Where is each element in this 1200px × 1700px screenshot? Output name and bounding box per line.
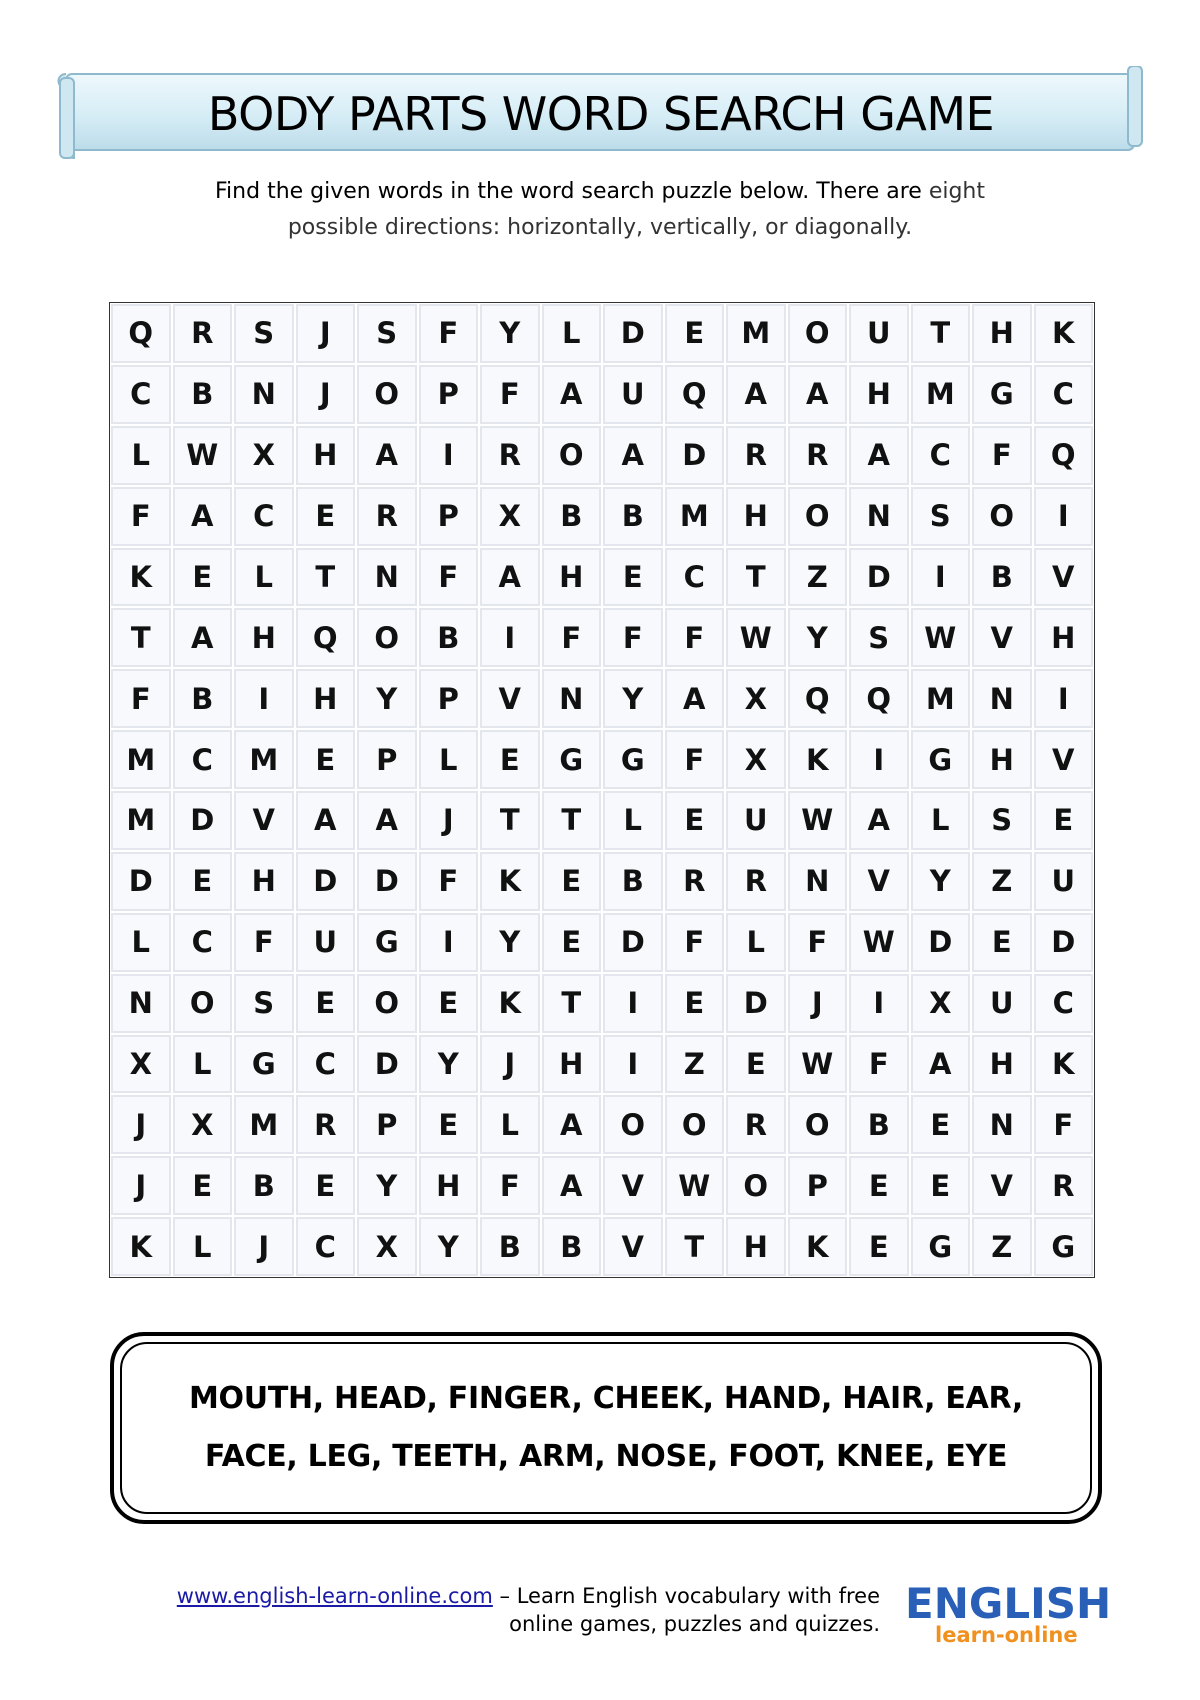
grid-cell: L bbox=[234, 548, 294, 607]
grid-cell: F bbox=[542, 608, 602, 667]
grid-cell: O bbox=[357, 365, 417, 424]
grid-cell: O bbox=[357, 974, 417, 1033]
grid-cell: D bbox=[726, 974, 786, 1033]
grid-cell: H bbox=[234, 608, 294, 667]
grid-cell: C bbox=[296, 1217, 356, 1276]
grid-cell: O bbox=[788, 304, 848, 363]
grid-cell: E bbox=[173, 1156, 233, 1215]
grid-cell: H bbox=[726, 1217, 786, 1276]
grid-cell: D bbox=[665, 426, 725, 485]
grid-cell: Y bbox=[911, 852, 971, 911]
grid-cell: F bbox=[665, 730, 725, 789]
grid-cell: L bbox=[542, 304, 602, 363]
grid-cell: I bbox=[1034, 669, 1094, 728]
grid-cell: M bbox=[234, 1095, 294, 1154]
grid-cell: F bbox=[480, 1156, 540, 1215]
grid-cell: D bbox=[603, 913, 663, 972]
grid-cell: T bbox=[111, 608, 171, 667]
english-learn-online-logo bbox=[905, 1579, 1112, 1650]
grid-cell: M bbox=[234, 730, 294, 789]
grid-cell: E bbox=[542, 852, 602, 911]
grid-cell: F bbox=[234, 913, 294, 972]
grid-cell: D bbox=[296, 852, 356, 911]
grid-cell: T bbox=[911, 304, 971, 363]
grid-cell: S bbox=[357, 304, 417, 363]
grid-cell: V bbox=[234, 791, 294, 850]
grid-cell: J bbox=[480, 1035, 540, 1094]
grid-cell: G bbox=[911, 1217, 971, 1276]
grid-cell: C bbox=[1034, 365, 1094, 424]
grid-cell: C bbox=[296, 1035, 356, 1094]
grid-cell: H bbox=[296, 426, 356, 485]
grid-cell: V bbox=[1034, 730, 1094, 789]
grid-cell: O bbox=[603, 1095, 663, 1154]
footer bbox=[100, 1582, 880, 1638]
grid-cell: K bbox=[111, 548, 171, 607]
grid-cell: H bbox=[972, 304, 1032, 363]
grid-cell: X bbox=[726, 669, 786, 728]
grid-cell: V bbox=[480, 669, 540, 728]
grid-cell: Z bbox=[788, 548, 848, 607]
grid-cell: S bbox=[911, 487, 971, 546]
grid-cell: X bbox=[911, 974, 971, 1033]
grid-cell: R bbox=[665, 852, 725, 911]
grid-cell: A bbox=[665, 669, 725, 728]
grid-cell: R bbox=[480, 426, 540, 485]
grid-cell: J bbox=[111, 1095, 171, 1154]
grid-cell: H bbox=[972, 1035, 1032, 1094]
grid-cell: R bbox=[1034, 1156, 1094, 1215]
grid-cell: H bbox=[849, 365, 909, 424]
grid-cell: A bbox=[173, 608, 233, 667]
grid-cell: N bbox=[972, 669, 1032, 728]
grid-cell: F bbox=[111, 487, 171, 546]
grid-cell: I bbox=[419, 913, 479, 972]
grid-cell: Y bbox=[480, 913, 540, 972]
grid-cell: G bbox=[911, 730, 971, 789]
grid-cell: A bbox=[911, 1035, 971, 1094]
grid-cell: N bbox=[357, 548, 417, 607]
grid-cell: A bbox=[480, 548, 540, 607]
grid-cell: D bbox=[849, 548, 909, 607]
grid-cell: E bbox=[972, 913, 1032, 972]
grid-cell: Y bbox=[788, 608, 848, 667]
logo-main-text: ENGLISH bbox=[905, 1579, 1112, 1628]
grid-cell: E bbox=[419, 974, 479, 1033]
grid-cell: B bbox=[603, 487, 663, 546]
grid-cell: A bbox=[849, 426, 909, 485]
grid-cell: W bbox=[788, 791, 848, 850]
grid-cell: A bbox=[849, 791, 909, 850]
grid-cell: F bbox=[665, 608, 725, 667]
grid-cell: U bbox=[1034, 852, 1094, 911]
grid-cell: A bbox=[726, 365, 786, 424]
grid-cell: B bbox=[480, 1217, 540, 1276]
grid-cell: E bbox=[911, 1156, 971, 1215]
grid-cell: A bbox=[603, 426, 663, 485]
grid-cell: N bbox=[972, 1095, 1032, 1154]
grid-cell: I bbox=[234, 669, 294, 728]
grid-cell: E bbox=[480, 730, 540, 789]
grid-cell: A bbox=[357, 426, 417, 485]
grid-cell: P bbox=[419, 487, 479, 546]
grid-cell: J bbox=[111, 1156, 171, 1215]
grid-cell: H bbox=[419, 1156, 479, 1215]
grid-cell: A bbox=[357, 791, 417, 850]
grid-cell: W bbox=[726, 608, 786, 667]
grid-cell: Z bbox=[972, 1217, 1032, 1276]
word-list-line-1: MOUTH, HEAD, FINGER, CHEEK, HAND, HAIR, EAR, bbox=[189, 1381, 1023, 1416]
grid-cell: M bbox=[911, 669, 971, 728]
grid-cell: D bbox=[173, 791, 233, 850]
grid-cell: L bbox=[603, 791, 663, 850]
grid-cell: B bbox=[173, 669, 233, 728]
grid-cell: F bbox=[972, 426, 1032, 485]
grid-cell: T bbox=[542, 974, 602, 1033]
grid-cell: E bbox=[173, 548, 233, 607]
grid-cell: F bbox=[419, 852, 479, 911]
footer-text-2: online games, puzzles and quizzes. bbox=[509, 1612, 880, 1636]
grid-cell: G bbox=[542, 730, 602, 789]
grid-cell: I bbox=[1034, 487, 1094, 546]
grid-cell: G bbox=[972, 365, 1032, 424]
grid-cell: E bbox=[849, 1217, 909, 1276]
grid-cell: P bbox=[788, 1156, 848, 1215]
grid-cell: W bbox=[173, 426, 233, 485]
grid-cell: M bbox=[665, 487, 725, 546]
grid-cell: C bbox=[1034, 974, 1094, 1033]
grid-cell: F bbox=[111, 669, 171, 728]
grid-cell: E bbox=[665, 304, 725, 363]
grid-cell: E bbox=[1034, 791, 1094, 850]
grid-cell: J bbox=[419, 791, 479, 850]
grid-cell: V bbox=[972, 608, 1032, 667]
grid-cell: N bbox=[849, 487, 909, 546]
grid-cell: A bbox=[173, 487, 233, 546]
grid-cell: I bbox=[849, 974, 909, 1033]
grid-cell: B bbox=[849, 1095, 909, 1154]
grid-cell: E bbox=[726, 1035, 786, 1094]
grid-cell: L bbox=[111, 426, 171, 485]
grid-cell: F bbox=[419, 548, 479, 607]
grid-cell: Y bbox=[480, 304, 540, 363]
word-list-inner bbox=[120, 1342, 1092, 1514]
grid-cell: B bbox=[972, 548, 1032, 607]
grid-cell: G bbox=[603, 730, 663, 789]
grid-cell: N bbox=[234, 365, 294, 424]
grid-cell: Q bbox=[788, 669, 848, 728]
grid-cell: I bbox=[603, 974, 663, 1033]
grid-cell: I bbox=[480, 608, 540, 667]
grid-cell: S bbox=[972, 791, 1032, 850]
footer-text-1: Learn English vocabulary with free bbox=[516, 1584, 880, 1608]
grid-cell: E bbox=[296, 1156, 356, 1215]
grid-cell: G bbox=[1034, 1217, 1094, 1276]
grid-cell: O bbox=[726, 1156, 786, 1215]
grid-cell: Y bbox=[603, 669, 663, 728]
grid-cell: R bbox=[357, 487, 417, 546]
grid-cell: F bbox=[788, 913, 848, 972]
grid-cell: V bbox=[603, 1217, 663, 1276]
grid-cell: S bbox=[849, 608, 909, 667]
grid-cell: F bbox=[480, 365, 540, 424]
grid-cell: U bbox=[972, 974, 1032, 1033]
grid-cell: D bbox=[1034, 913, 1094, 972]
grid-cell: L bbox=[173, 1217, 233, 1276]
grid-cell: Q bbox=[849, 669, 909, 728]
grid-cell: Z bbox=[972, 852, 1032, 911]
grid-cell: Q bbox=[296, 608, 356, 667]
grid-cell: J bbox=[296, 365, 356, 424]
grid-cell: B bbox=[542, 487, 602, 546]
grid-cell: K bbox=[480, 974, 540, 1033]
grid-cell: Q bbox=[665, 365, 725, 424]
grid-cell: R bbox=[726, 1095, 786, 1154]
grid-cell: D bbox=[357, 1035, 417, 1094]
grid-cell: B bbox=[542, 1217, 602, 1276]
grid-cell: H bbox=[542, 548, 602, 607]
grid-cell: U bbox=[726, 791, 786, 850]
grid-cell: P bbox=[419, 669, 479, 728]
grid-cell: F bbox=[665, 913, 725, 972]
grid-cell: H bbox=[1034, 608, 1094, 667]
word-list-box bbox=[110, 1332, 1102, 1524]
grid-cell: C bbox=[234, 487, 294, 546]
grid-cell: K bbox=[480, 852, 540, 911]
grid-cell: F bbox=[849, 1035, 909, 1094]
page-title: BODY PARTS WORD SEARCH GAME bbox=[207, 87, 995, 141]
grid-cell: L bbox=[911, 791, 971, 850]
grid-cell: X bbox=[173, 1095, 233, 1154]
grid-cell: V bbox=[849, 852, 909, 911]
grid-cell: R bbox=[726, 852, 786, 911]
grid-cell: D bbox=[911, 913, 971, 972]
grid-cell: Z bbox=[665, 1035, 725, 1094]
grid-cell: P bbox=[357, 1095, 417, 1154]
grid-cell: B bbox=[173, 365, 233, 424]
grid-cell: Y bbox=[357, 1156, 417, 1215]
website-link[interactable]: www.english-learn-online.com bbox=[176, 1584, 493, 1608]
grid-cell: E bbox=[296, 730, 356, 789]
word-list-line-2: FACE, LEG, TEETH, ARM, NOSE, FOOT, KNEE, EYE bbox=[204, 1439, 1008, 1474]
grid-cell: X bbox=[480, 487, 540, 546]
instructions bbox=[120, 174, 1080, 246]
grid-cell: Y bbox=[419, 1035, 479, 1094]
grid-cell: E bbox=[296, 974, 356, 1033]
grid-cell: O bbox=[542, 426, 602, 485]
grid-cell: T bbox=[726, 548, 786, 607]
grid-cell: Y bbox=[419, 1217, 479, 1276]
grid-cell: X bbox=[357, 1217, 417, 1276]
grid-cell: F bbox=[1034, 1095, 1094, 1154]
grid-cell: K bbox=[1034, 1035, 1094, 1094]
grid-cell: Y bbox=[357, 669, 417, 728]
grid-cell: V bbox=[972, 1156, 1032, 1215]
grid-cell: W bbox=[911, 608, 971, 667]
grid-cell: N bbox=[542, 669, 602, 728]
grid-cell: H bbox=[234, 852, 294, 911]
grid-cell: B bbox=[603, 852, 663, 911]
grid-cell: C bbox=[173, 730, 233, 789]
grid-cell: C bbox=[665, 548, 725, 607]
instructions-text-1: Find the given words in the word search puzzle below. There are bbox=[215, 179, 929, 204]
grid-cell: A bbox=[542, 1095, 602, 1154]
logo-sub-text: learn-online bbox=[935, 1623, 1078, 1647]
grid-cell: H bbox=[726, 487, 786, 546]
word-search-grid bbox=[109, 302, 1095, 1278]
grid-cell: U bbox=[603, 365, 663, 424]
grid-cell: X bbox=[111, 1035, 171, 1094]
grid-cell: T bbox=[665, 1217, 725, 1276]
instructions-text-2: eight bbox=[928, 179, 985, 204]
grid-cell: E bbox=[603, 548, 663, 607]
grid-cell: N bbox=[111, 974, 171, 1033]
grid-cell: E bbox=[665, 791, 725, 850]
grid-cell: X bbox=[234, 426, 294, 485]
grid-cell: O bbox=[972, 487, 1032, 546]
grid-cell: X bbox=[726, 730, 786, 789]
grid-cell: E bbox=[665, 974, 725, 1033]
grid-cell: A bbox=[788, 365, 848, 424]
grid-cell: Q bbox=[111, 304, 171, 363]
grid-cell: O bbox=[357, 608, 417, 667]
grid-cell: O bbox=[788, 487, 848, 546]
title-banner bbox=[56, 66, 1146, 162]
grid-cell: E bbox=[911, 1095, 971, 1154]
grid-cell: C bbox=[111, 365, 171, 424]
grid-cell: A bbox=[542, 365, 602, 424]
grid-cell: I bbox=[603, 1035, 663, 1094]
grid-cell: B bbox=[419, 608, 479, 667]
grid-cell: P bbox=[419, 365, 479, 424]
grid-cell: L bbox=[480, 1095, 540, 1154]
grid-cell: O bbox=[173, 974, 233, 1033]
grid-cell: K bbox=[111, 1217, 171, 1276]
grid-cell: E bbox=[173, 852, 233, 911]
grid-cell: E bbox=[542, 913, 602, 972]
grid-cell: O bbox=[788, 1095, 848, 1154]
grid-cell: R bbox=[296, 1095, 356, 1154]
grid-cell: U bbox=[296, 913, 356, 972]
grid-cell: F bbox=[419, 304, 479, 363]
grid-cell: E bbox=[419, 1095, 479, 1154]
grid-cell: Q bbox=[1034, 426, 1094, 485]
grid-cell: J bbox=[234, 1217, 294, 1276]
grid-cell: I bbox=[911, 548, 971, 607]
grid-cell: C bbox=[173, 913, 233, 972]
grid-cell: E bbox=[849, 1156, 909, 1215]
grid-cell: L bbox=[111, 913, 171, 972]
grid-cell: H bbox=[542, 1035, 602, 1094]
grid-cell: C bbox=[911, 426, 971, 485]
grid-cell: W bbox=[849, 913, 909, 972]
grid-cell: T bbox=[542, 791, 602, 850]
grid-cell: P bbox=[357, 730, 417, 789]
grid-cell: L bbox=[726, 913, 786, 972]
grid-cell: L bbox=[419, 730, 479, 789]
grid-cell: M bbox=[111, 791, 171, 850]
instructions-text-3: possible directions: horizontally, vertically, or diagonally. bbox=[287, 215, 913, 240]
grid-cell: L bbox=[173, 1035, 233, 1094]
grid-cell: E bbox=[296, 487, 356, 546]
grid-cell: K bbox=[1034, 304, 1094, 363]
grid-cell: A bbox=[296, 791, 356, 850]
grid-cell: M bbox=[111, 730, 171, 789]
grid-cell: R bbox=[726, 426, 786, 485]
grid-cell: I bbox=[849, 730, 909, 789]
grid-cell: T bbox=[296, 548, 356, 607]
grid-cell: T bbox=[480, 791, 540, 850]
grid-cell: J bbox=[788, 974, 848, 1033]
grid-cell: J bbox=[296, 304, 356, 363]
grid-cell: A bbox=[542, 1156, 602, 1215]
grid-cell: M bbox=[726, 304, 786, 363]
grid-cell: D bbox=[603, 304, 663, 363]
grid-cell: I bbox=[419, 426, 479, 485]
footer-dash: – bbox=[492, 1584, 517, 1608]
grid-cell: W bbox=[788, 1035, 848, 1094]
grid-cell: K bbox=[788, 730, 848, 789]
grid-cell: S bbox=[234, 974, 294, 1033]
grid-cell: G bbox=[357, 913, 417, 972]
grid-cell: G bbox=[234, 1035, 294, 1094]
grid-cell: V bbox=[603, 1156, 663, 1215]
grid-cell: H bbox=[296, 669, 356, 728]
grid-cell: F bbox=[603, 608, 663, 667]
grid-cell: H bbox=[972, 730, 1032, 789]
grid-cell: K bbox=[788, 1217, 848, 1276]
grid-cell: R bbox=[788, 426, 848, 485]
grid-cell: M bbox=[911, 365, 971, 424]
grid-cell: W bbox=[665, 1156, 725, 1215]
grid-cell: R bbox=[173, 304, 233, 363]
grid-cell: B bbox=[234, 1156, 294, 1215]
grid-cell: D bbox=[111, 852, 171, 911]
grid-cell: D bbox=[357, 852, 417, 911]
grid-cell: N bbox=[788, 852, 848, 911]
grid-cell: U bbox=[849, 304, 909, 363]
grid-cell: V bbox=[1034, 548, 1094, 607]
grid-cell: S bbox=[234, 304, 294, 363]
grid-cell: O bbox=[665, 1095, 725, 1154]
